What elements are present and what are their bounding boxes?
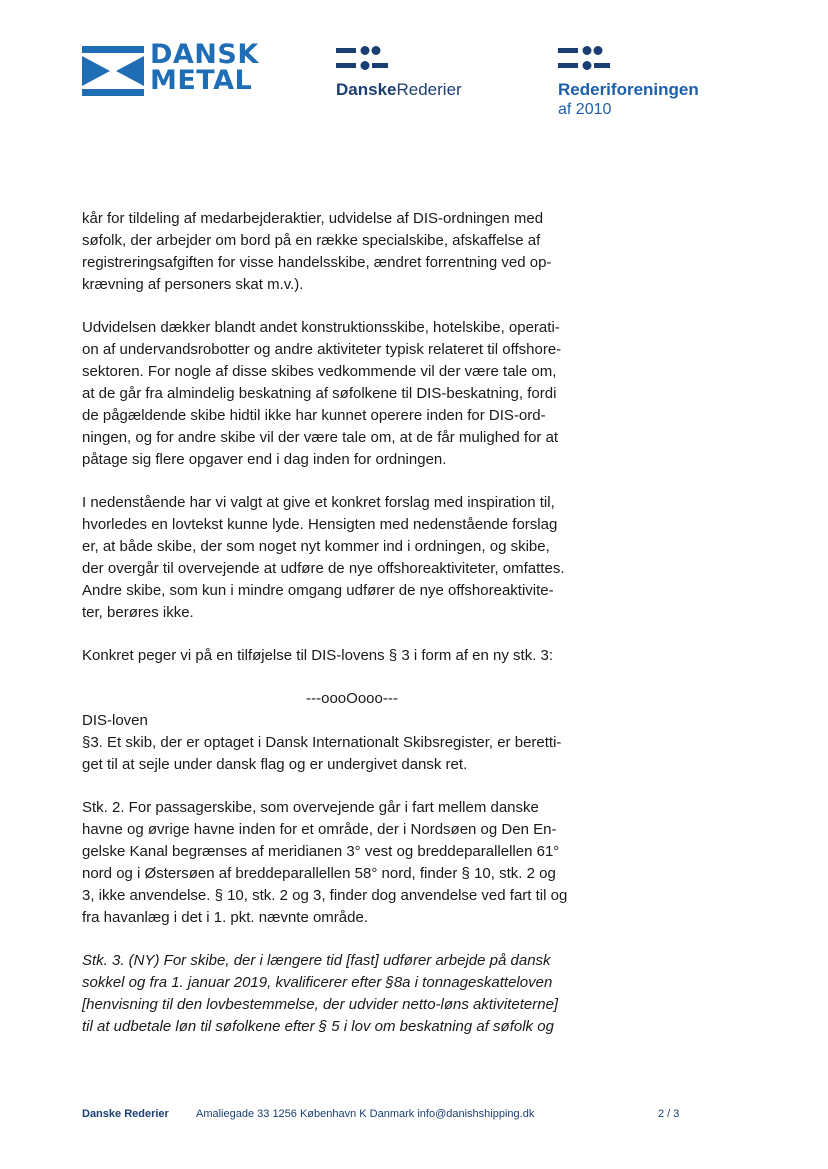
section-separator — [82, 688, 622, 710]
text-line: påtage sig flere opgaver end i dag inden for ordningen. — [82, 451, 447, 468]
text-line: kår for tildeling af medarbejderaktier, udvidelse af DIS-ordningen med — [82, 210, 544, 227]
text-line: Stk. 3. (NY) For skibe, der i længere tid [fast] udfører arbejde på dansk — [82, 952, 551, 969]
rederiforeningen-name: Rederiforeningen — [558, 80, 699, 99]
text-line: [henvisning til den lovbestemmelse, der udvider netto-løns aktiviteterne] — [82, 996, 559, 1013]
rederiforeningen-mark-icon — [558, 45, 610, 73]
text-line: sektoren. For nogle af disse skibes vedkommende vil der være tale om, — [82, 363, 557, 380]
paragraph-3 — [82, 492, 622, 624]
danske-rederier-wordmark — [336, 80, 462, 100]
law-title — [82, 710, 622, 732]
text-line: søfolk, der arbejder om bord på en række specialskibe, afskaffelse af — [82, 232, 541, 249]
dansk-metal-line1: DANSK — [150, 39, 259, 70]
text-line: de pågældende skibe hidtil ikke har kunnet operere inden for DIS-ord- — [82, 407, 546, 424]
paragraph-6 — [82, 797, 622, 929]
text-line: der overgår til overvejende at udføre de nye offshoreaktiviteter, omfattes. — [82, 560, 565, 577]
text-line: Stk. 2. For passagerskibe, som overvejende går i fart mellem danske — [82, 799, 539, 816]
text-line: get til at sejle under dansk flag og er undergivet dansk ret. — [82, 756, 468, 773]
text-line: on af undervandsrobotter og andre aktiviteter typisk relateret til offshore- — [82, 341, 562, 358]
rederiforeningen-sub: af 2010 — [558, 101, 612, 118]
paragraph-5 — [82, 732, 622, 776]
text-line: at de går fra almindelig beskatning af søfolkene til DIS-beskatning, fordi — [82, 385, 557, 402]
separator-text: ---oooOooo--- — [306, 690, 398, 707]
text-line: §3. Et skib, der er optaget i Dansk Internationalt Skibsregister, er beretti- — [82, 734, 562, 751]
text-line: I nedenstående har vi valgt at give et konkret forslag med inspiration til, — [82, 494, 555, 511]
text-line: 3, ikke anvendelse. § 10, stk. 2 og 3, finder dog anvendelse ved fart til og — [82, 887, 568, 904]
law-title-text: DIS-loven — [82, 712, 148, 729]
text-line: registreringsafgiften for visse handelsskibe, ændret forrentning ved op- — [82, 254, 552, 271]
danske-rederier-regular: Rederier — [396, 80, 462, 99]
text-line: hvorledes en lovtekst kunne lyde. Hensigten med nedenstående forslag — [82, 516, 558, 533]
text-line: Konkret peger vi på en tilføjelse til DIS-lovens § 3 i form af en ny stk. 3: — [82, 647, 554, 664]
paragraph-7-new-provision — [82, 950, 622, 1038]
danske-rederier-mark-icon — [336, 45, 388, 73]
footer-org: Danske Rederier — [82, 1108, 169, 1120]
paragraph-1 — [82, 208, 622, 296]
paragraph-2 — [82, 317, 622, 471]
text-line: sokkel og fra 1. januar 2019, kvalificerer efter §8a i tonnageskatteloven — [82, 974, 553, 991]
document-body — [82, 208, 622, 1038]
page-number: 2 / 3 — [658, 1108, 680, 1120]
text-line: Andre skibe, som kun i mindre omgang udfører de nye offshoreaktivite- — [82, 582, 554, 599]
text-line: ningen, og for andre skibe vil der være tale om, at de får mulighed for at — [82, 429, 559, 446]
dansk-metal-line2: METAL — [150, 65, 253, 96]
page-footer — [82, 1108, 682, 1120]
text-line: havne og øvrige havne inden for et område, der i Nordsøen og Den En- — [82, 821, 557, 838]
paragraph-4 — [82, 645, 622, 667]
text-line: ter, berøres ikke. — [82, 604, 194, 621]
text-line: er, at både skibe, der som noget nyt kommer ind i ordningen, og skibe, — [82, 538, 550, 555]
text-line: fra havanlæg i det i 1. pkt. nævnte område. — [82, 909, 368, 926]
footer-address: Amaliegade 33 1256 København K Danmark info@danishshipping.dk — [196, 1108, 535, 1120]
dansk-metal-wordmark — [150, 39, 259, 96]
danske-rederier-bold: Danske — [336, 80, 397, 99]
text-line: til at udbetale løn til søfolkene efter § 5 i lov om beskatning af søfolk og — [82, 1018, 554, 1035]
text-line: krævning af personers skat m.v.). — [82, 276, 304, 293]
rederiforeningen-logo — [558, 45, 728, 125]
text-line: Udvidelsen dækker blandt andet konstruktionsskibe, hotelskibe, operati- — [82, 319, 560, 336]
danske-rederier-logo — [336, 45, 486, 105]
text-line: gelske Kanal begrænses af meridianen 3° vest og breddeparallellen 61° — [82, 843, 560, 860]
dansk-metal-emblem-icon — [82, 46, 144, 96]
dansk-metal-logo — [82, 39, 259, 100]
text-line: nord og i Østersøen af breddeparallellen 58° nord, finder § 10, stk. 2 og — [82, 865, 556, 882]
